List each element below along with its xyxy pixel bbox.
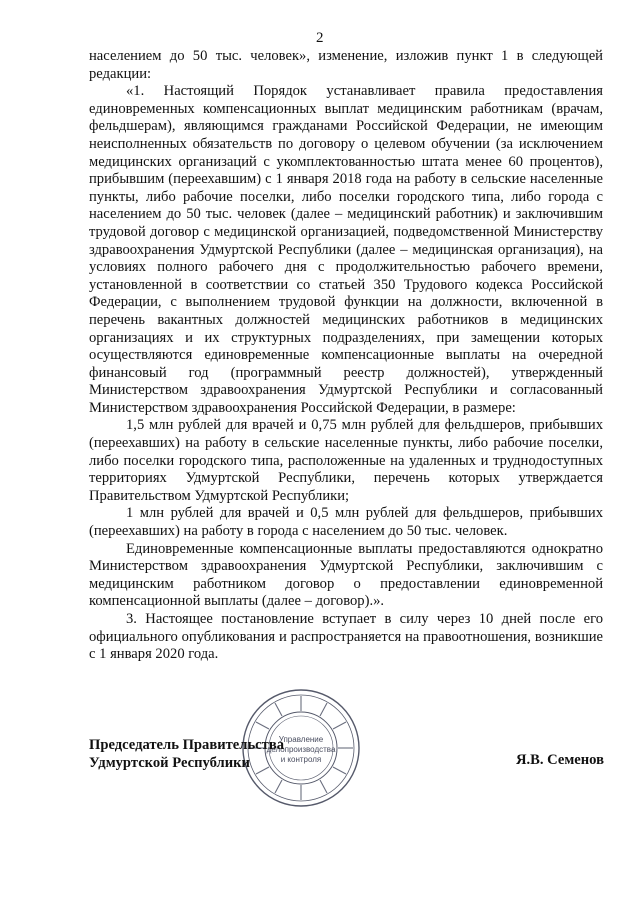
- signatory-title-line-2: Удмуртской Республики: [89, 755, 250, 771]
- page-number: 2: [316, 30, 324, 46]
- paragraph-city-payment: 1 млн рублей для врачей и 0,5 млн рублей для фельдшеров, прибывших (переехавших) на работу в города с населением до 50 тыс. человек.: [89, 505, 603, 540]
- signatory-title: [89, 736, 284, 772]
- paragraph-rural-payment: 1,5 млн рублей для врачей и 0,75 млн рублей для фельдшеров, прибывших (переехавших) на работу в сельские населенные пункты, либо рабочие поселки, либо поселки городского типа, расположенные на удаленных и труднодоступных территориях Удмуртской Республики, перечень которых утверждается Правительством Удмуртской Республики;: [89, 417, 603, 504]
- paragraph-one-time: Единовременные компенсационные выплаты предоставляются однократно Министерством здравоохранения Удмуртской Республики, заключившим с медицинским работником договор о предоставлении единовременной компенсационной выплаты (далее – договор).».: [89, 540, 603, 610]
- signatory-name: Я.В. Семенов: [515, 752, 604, 768]
- seal-line-1: Управление: [278, 735, 324, 744]
- paragraph-item-1: «1. Настоящий Порядок устанавливает правила предоставления единовременных компенсационных выплат медицинским работникам (врачам, фельдшерам), являющимся гражданами Российской Федерации, не имеющим неисполненных обязательств по договору о целевом обучении (за исключением медицинских организаций с укомплектованностью штата менее 60 процентов), прибывшим (переехавшим) с 1 января 2018 года на работу в сельские населенные пункты, либо рабочие поселки, либо поселки городского типа, либо города с населением до 50 тыс. человек (далее – медицинский работник) и заключившим трудовой договор с медицинской организацией, подведомственной Министерству здравоохранения Удмуртской Республики (далее – медицинская организация), на условиях полного рабочего дня с продолжительностью рабочего времени, установленной в соответствии со статьей 350 Трудового кодекса Российской Федерации, с выполнением трудовой функции на должности, включенной в перечень вакантных должностей медицинских работников в медицинских организациях и их структурных подразделениях, при замещении которых осуществляются единовременные компенсационные выплаты на очередной финансовый год (программный реестр должностей), утвержденный Министерством здравоохранения Удмуртской Республики и согласованный Министерством здравоохранения Российской Федерации, в размере:: [89, 83, 603, 416]
- signatory-title-line-1: Председатель Правительства: [89, 737, 285, 753]
- seal-line-2: делопроизводства: [266, 745, 336, 754]
- document-body: [89, 48, 603, 664]
- paragraph-item-3: 3. Настоящее постановление вступает в силу через 10 дней после его официального опубликования и распространяется на правоотношения, возникшие с 1 января 2020 года.: [89, 611, 603, 663]
- seal-line-3: и контроля: [280, 755, 322, 764]
- paragraph-intro: населением до 50 тыс. человек», изменение, изложив пункт 1 в следующей редакции:: [89, 48, 603, 82]
